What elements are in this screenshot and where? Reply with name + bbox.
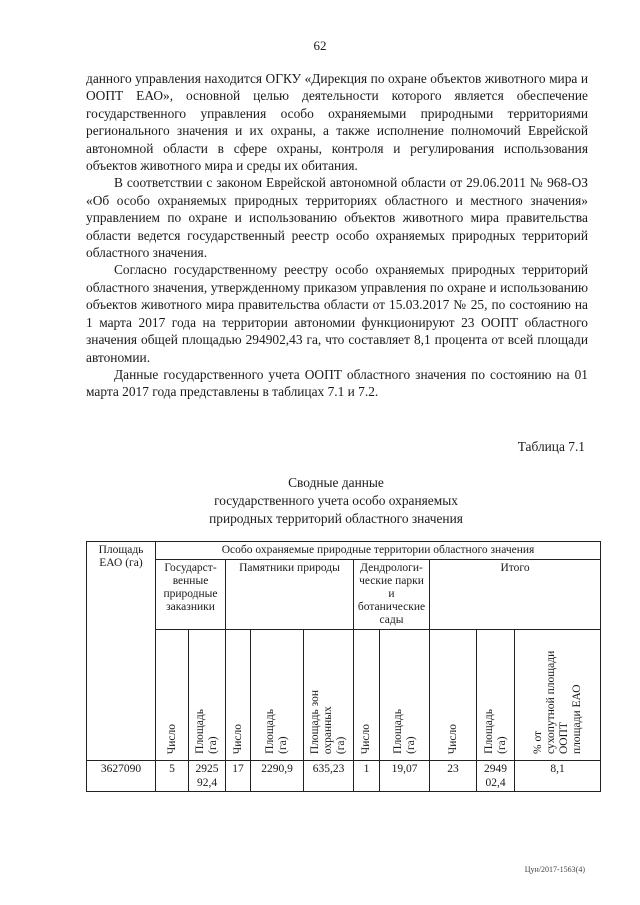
page-number: 62 (313, 38, 327, 53)
paragraph-4: Данные государственного учета ООПТ областного значения по состоянию на 01 марта 2017 года представлены в таблицах 7.1 и 7.2. (86, 366, 588, 400)
col-parks-area: Площадь (га) (380, 630, 430, 761)
header-natural-monuments: Памятники природы (226, 560, 354, 630)
cell-total-count: 23 (430, 761, 477, 792)
cell-area: 3627090 (87, 761, 156, 792)
col-parks-count: Число (354, 630, 380, 761)
col-monuments-area: Площадь (га) (251, 630, 304, 761)
header-area-eao: Площадь ЕАО (га) (87, 542, 156, 761)
body-text (86, 70, 588, 401)
caption-line-3: природных территорий областного значения (209, 511, 463, 526)
header-oopt-group: Особо охраняемые природные территории областного значения (156, 542, 601, 560)
footer-code: Цун/2017-1563(4) (524, 865, 585, 874)
cell-reserves-area: 2925 92,4 (189, 761, 226, 792)
paragraph-1: данного управления находится ОГКУ «Дирекция по охране объектов животного мира и ООПТ ЕАО», основной целью деятельности которого является обеспечение государственного управления особо охраняемыми природными территориями регионального значения и их охраны, а также исполнение полномочий Еврейской автономной области в сфере охраны, контроля и регулирования использования объектов животного мира и среды их обитания. (86, 71, 588, 174)
col-reserves-area: Площадь (га) (189, 630, 226, 761)
col-monuments-count: Число (226, 630, 251, 761)
cell-reserves-count: 5 (156, 761, 189, 792)
cell-total-percent: 8,1 (515, 761, 601, 792)
col-total-area: Площадь (га) (477, 630, 515, 761)
cell-monuments-area: 2290,9 (251, 761, 304, 792)
cell-parks-count: 1 (354, 761, 380, 792)
cell-monuments-count: 17 (226, 761, 251, 792)
header-state-reserves: Государст-венные природные заказники (156, 560, 226, 630)
col-monuments-zone-area: Площадь зон охранных (га) (304, 630, 354, 761)
cell-total-area: 2949 02,4 (477, 761, 515, 792)
caption-line-2: государственного учета особо охраняемых (214, 493, 458, 508)
header-total: Итого (430, 560, 601, 630)
table-caption (0, 474, 640, 528)
col-total-percent: % от сухопутной площади ООПТ площади ЕАО (515, 630, 601, 761)
table-label: Таблица 7.1 (517, 439, 585, 454)
caption-line-1: Сводные данные (288, 475, 384, 490)
paragraph-3: Согласно государственному реестру особо охраняемых природных территорий областного значения, утвержденному приказом управления по охране и использованию объектов животного мира правительства области от 15.03.2017 № 25, по состоянию на 1 марта 2017 года на территории автономии функционируют 23 ООПТ областного значения общей площадью 294902,43 га, что составляет 8,1 процента от всей площади автономии. (86, 262, 588, 365)
col-reserves-count: Число (156, 630, 189, 761)
cell-monuments-zone: 635,23 (304, 761, 354, 792)
paragraph-2: В соответствии с законом Еврейской автономной области от 29.06.2011 № 968-ОЗ «Об особо охраняемых природных территориях областного и местного значения» управлением по охране и использованию объектов животного мира правительства области ведется государственный реестр особо охраняемых природных территорий областного значения. (86, 175, 588, 261)
cell-parks-area: 19,07 (380, 761, 430, 792)
table-row (87, 761, 601, 792)
col-total-count: Число (430, 630, 477, 761)
summary-table (86, 541, 601, 792)
header-dendro-parks: Дендрологи-ческие парки и ботанические сады (354, 560, 430, 630)
